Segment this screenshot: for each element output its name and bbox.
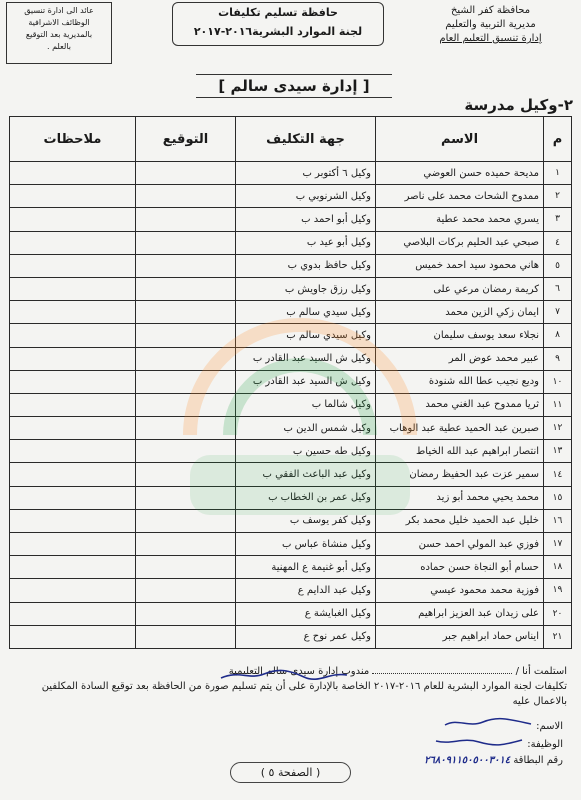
row-number: ٣	[544, 208, 572, 231]
table-row	[10, 533, 572, 556]
administration-title: [ إدارة سيدى سالم ]	[196, 74, 392, 98]
row-signature	[136, 486, 236, 509]
row-number: ١٠	[544, 370, 572, 393]
table-row	[10, 254, 572, 277]
row-notes	[10, 602, 136, 625]
section-title: ٢-وكيل مدرسة	[464, 96, 573, 114]
table-row	[10, 509, 572, 532]
row-signature	[136, 556, 236, 579]
col-header-signature: التوقيع	[136, 117, 236, 162]
row-name: ثريا ممدوح عبد الغني محمد	[376, 393, 544, 416]
row-notes	[10, 370, 136, 393]
table-row	[10, 301, 572, 324]
row-destination: وكيل أبو عيد ب	[236, 231, 376, 254]
table-row	[10, 579, 572, 602]
row-destination: وكيل الغبايشة ع	[236, 602, 376, 625]
table-row	[10, 463, 572, 486]
job-label: الوظيفة:	[527, 739, 563, 750]
row-name: هاني محمود سيد احمد خميس	[376, 254, 544, 277]
handwritten-signature	[219, 668, 349, 682]
table-row	[10, 347, 572, 370]
row-name: نجلاء سعد يوسف سليمان	[376, 324, 544, 347]
table-row	[10, 486, 572, 509]
row-name: سمير عزت عبد الحفيظ رمضان	[376, 463, 544, 486]
col-header-destination: جهة التكليف	[236, 117, 376, 162]
table-row	[10, 370, 572, 393]
row-name: صبرين عبد الحميد عطية عبد الوهاب	[376, 417, 544, 440]
handwritten-name	[443, 717, 533, 729]
row-signature	[136, 417, 236, 440]
row-destination: وكيل أبو غنيمة ع المهنية	[236, 556, 376, 579]
row-number: ٢	[544, 185, 572, 208]
directorate-line: مديرية التربية والتعليم	[445, 19, 536, 30]
handwritten-job	[434, 735, 524, 747]
row-destination: وكيل الشرنوبي ب	[236, 185, 376, 208]
document-subtitle: لجنة الموارد البشرية٢٠١٦-٢٠١٧	[193, 25, 363, 38]
row-name: حسام أبو النجاة حسن حماده	[376, 556, 544, 579]
table-row	[10, 185, 572, 208]
row-name: محمد يحيي محمد أبو زيد	[376, 486, 544, 509]
row-notes	[10, 231, 136, 254]
row-signature	[136, 440, 236, 463]
row-destination: وكيل عبد الباعث الفقي ب	[236, 463, 376, 486]
table-row	[10, 602, 572, 625]
row-destination: وكيل ش السيد عبد القادر ب	[236, 347, 376, 370]
row-name: عبير محمد عوض المر	[376, 347, 544, 370]
document-title-box	[172, 2, 384, 46]
row-number: ٤	[544, 231, 572, 254]
row-number: ١٥	[544, 486, 572, 509]
row-notes	[10, 625, 136, 648]
row-destination: وكيل ٦ أكتوبر ب	[236, 162, 376, 185]
row-notes	[10, 509, 136, 532]
table-row	[10, 625, 572, 648]
row-notes	[10, 162, 136, 185]
row-number: ١٩	[544, 579, 572, 602]
row-notes	[10, 324, 136, 347]
governorate-line: محافظة كفر الشيخ	[450, 5, 531, 16]
row-destination: وكيل كفر يوسف ب	[236, 509, 376, 532]
row-name: يسري محمد محمد عطية	[376, 208, 544, 231]
row-notes	[10, 277, 136, 300]
assignments-table	[9, 116, 572, 649]
row-signature	[136, 347, 236, 370]
col-header-notes: ملاحظات	[10, 117, 136, 162]
row-destination: وكيل شمس الدين ب	[236, 417, 376, 440]
row-name: ايناس حماد ابراهيم جبر	[376, 625, 544, 648]
department-line: إدارة تنسيق التعليم العام	[439, 33, 542, 44]
row-number: ١٧	[544, 533, 572, 556]
table-row	[10, 231, 572, 254]
row-signature	[136, 393, 236, 416]
row-name: كريمة رمضان مرعي على	[376, 277, 544, 300]
row-signature	[136, 602, 236, 625]
row-number: ٩	[544, 347, 572, 370]
row-number: ١٤	[544, 463, 572, 486]
table-row	[10, 208, 572, 231]
issuer-header	[408, 4, 573, 46]
row-notes	[10, 185, 136, 208]
row-number: ٦	[544, 277, 572, 300]
row-number: ٨	[544, 324, 572, 347]
row-notes	[10, 556, 136, 579]
row-number: ١٣	[544, 440, 572, 463]
row-signature	[136, 324, 236, 347]
row-notes	[10, 254, 136, 277]
col-header-name: الاسم	[376, 117, 544, 162]
table-header-row	[10, 117, 572, 162]
row-destination: وكيل سيدي سالم ب	[236, 301, 376, 324]
row-name: فوزية محمد محمود عيسي	[376, 579, 544, 602]
table-row	[10, 393, 572, 416]
receipt-body: تكليفات لجنة الموارد البشرية للعام ٢٠١٦-٢٠١٧ الخاصة بالإدارة على أن يتم تسليم صورة من الحافظة بعد توقيع السادة المكلفين بالاعمال عليه	[41, 681, 567, 707]
row-destination: وكيل سيدي سالم ب	[236, 324, 376, 347]
row-signature	[136, 254, 236, 277]
document-title: حافظة تسليم تكليفات	[218, 6, 338, 19]
row-name: ايمان زكي الزين محمد	[376, 301, 544, 324]
row-destination: وكيل أبو احمد ب	[236, 208, 376, 231]
row-notes	[10, 579, 136, 602]
id-label: رقم البطاقة	[513, 755, 563, 766]
row-number: ٢٠	[544, 602, 572, 625]
row-notes	[10, 463, 136, 486]
row-destination: وكيل حافظ بدوي ب	[236, 254, 376, 277]
row-signature	[136, 277, 236, 300]
row-destination: وكيل منشاة عباس ب	[236, 533, 376, 556]
row-signature	[136, 231, 236, 254]
row-signature	[136, 463, 236, 486]
row-number: ١٢	[544, 417, 572, 440]
row-notes	[10, 533, 136, 556]
return-note-line: بالعلم .	[46, 42, 72, 51]
row-number: ٥	[544, 254, 572, 277]
receipt-prefix: استلمت أنا /	[515, 666, 567, 677]
row-signature	[136, 208, 236, 231]
row-signature	[136, 579, 236, 602]
page-number: ( الصفحة ٥ )	[0, 762, 581, 783]
name-label: الاسم:	[536, 721, 563, 732]
table-row	[10, 440, 572, 463]
table-row	[10, 417, 572, 440]
row-destination: وكيل رزق جاويش ب	[236, 277, 376, 300]
table-row	[10, 324, 572, 347]
row-signature	[136, 370, 236, 393]
row-number: ١٨	[544, 556, 572, 579]
row-number: ١٦	[544, 509, 572, 532]
row-destination: وكيل عمر نوح ع	[236, 625, 376, 648]
row-name: وديع نجيب عطا الله شنودة	[376, 370, 544, 393]
row-notes	[10, 440, 136, 463]
row-notes	[10, 347, 136, 370]
col-header-number: م	[544, 117, 572, 162]
row-notes	[10, 417, 136, 440]
row-signature	[136, 509, 236, 532]
row-number: ٧	[544, 301, 572, 324]
row-number: ١	[544, 162, 572, 185]
row-destination: وكيل ش السيد عبد القادر ب	[236, 370, 376, 393]
table-row	[10, 277, 572, 300]
row-name: مديحة حميده حسن العوضي	[376, 162, 544, 185]
table-row	[10, 556, 572, 579]
return-note-line: عائد الى ادارة تنسيق	[24, 6, 94, 15]
row-number: ٢١	[544, 625, 572, 648]
row-name: فوزي عبد المولي احمد حسن	[376, 533, 544, 556]
row-notes	[10, 208, 136, 231]
return-note-line: بالمديرية بعد التوقيع	[25, 30, 93, 39]
row-signature	[136, 533, 236, 556]
row-signature	[136, 301, 236, 324]
row-notes	[10, 301, 136, 324]
row-destination: وكيل عمر بن الخطاب ب	[236, 486, 376, 509]
receipt-suffix: مندوب إدارة سيدى سالم التعليمية	[228, 666, 370, 677]
row-destination: وكيل شالما ب	[236, 393, 376, 416]
row-name: خليل عبد الحميد خليل محمد بكر	[376, 509, 544, 532]
row-name: انتصار ابراهيم عبد الله الخياط	[376, 440, 544, 463]
row-signature	[136, 185, 236, 208]
row-name: ممدوح الشحات محمد على ناصر	[376, 185, 544, 208]
table-row	[10, 162, 572, 185]
row-signature	[136, 162, 236, 185]
row-name: على زيدان عبد العزيز ابراهيم	[376, 602, 544, 625]
row-destination: وكيل طه حسين ب	[236, 440, 376, 463]
id-number: ٢٦٨٠٩١١٥٠٥٠٠٣٠١٤	[424, 755, 511, 766]
row-notes	[10, 393, 136, 416]
row-notes	[10, 486, 136, 509]
row-destination: وكيل عبد الدايم ع	[236, 579, 376, 602]
return-note-box	[6, 2, 112, 64]
return-note-line: الوظائف الاشرافية	[28, 18, 90, 27]
row-name: صبحي عبد الحليم بركات البلاصي	[376, 231, 544, 254]
row-signature	[136, 625, 236, 648]
row-number: ١١	[544, 393, 572, 416]
